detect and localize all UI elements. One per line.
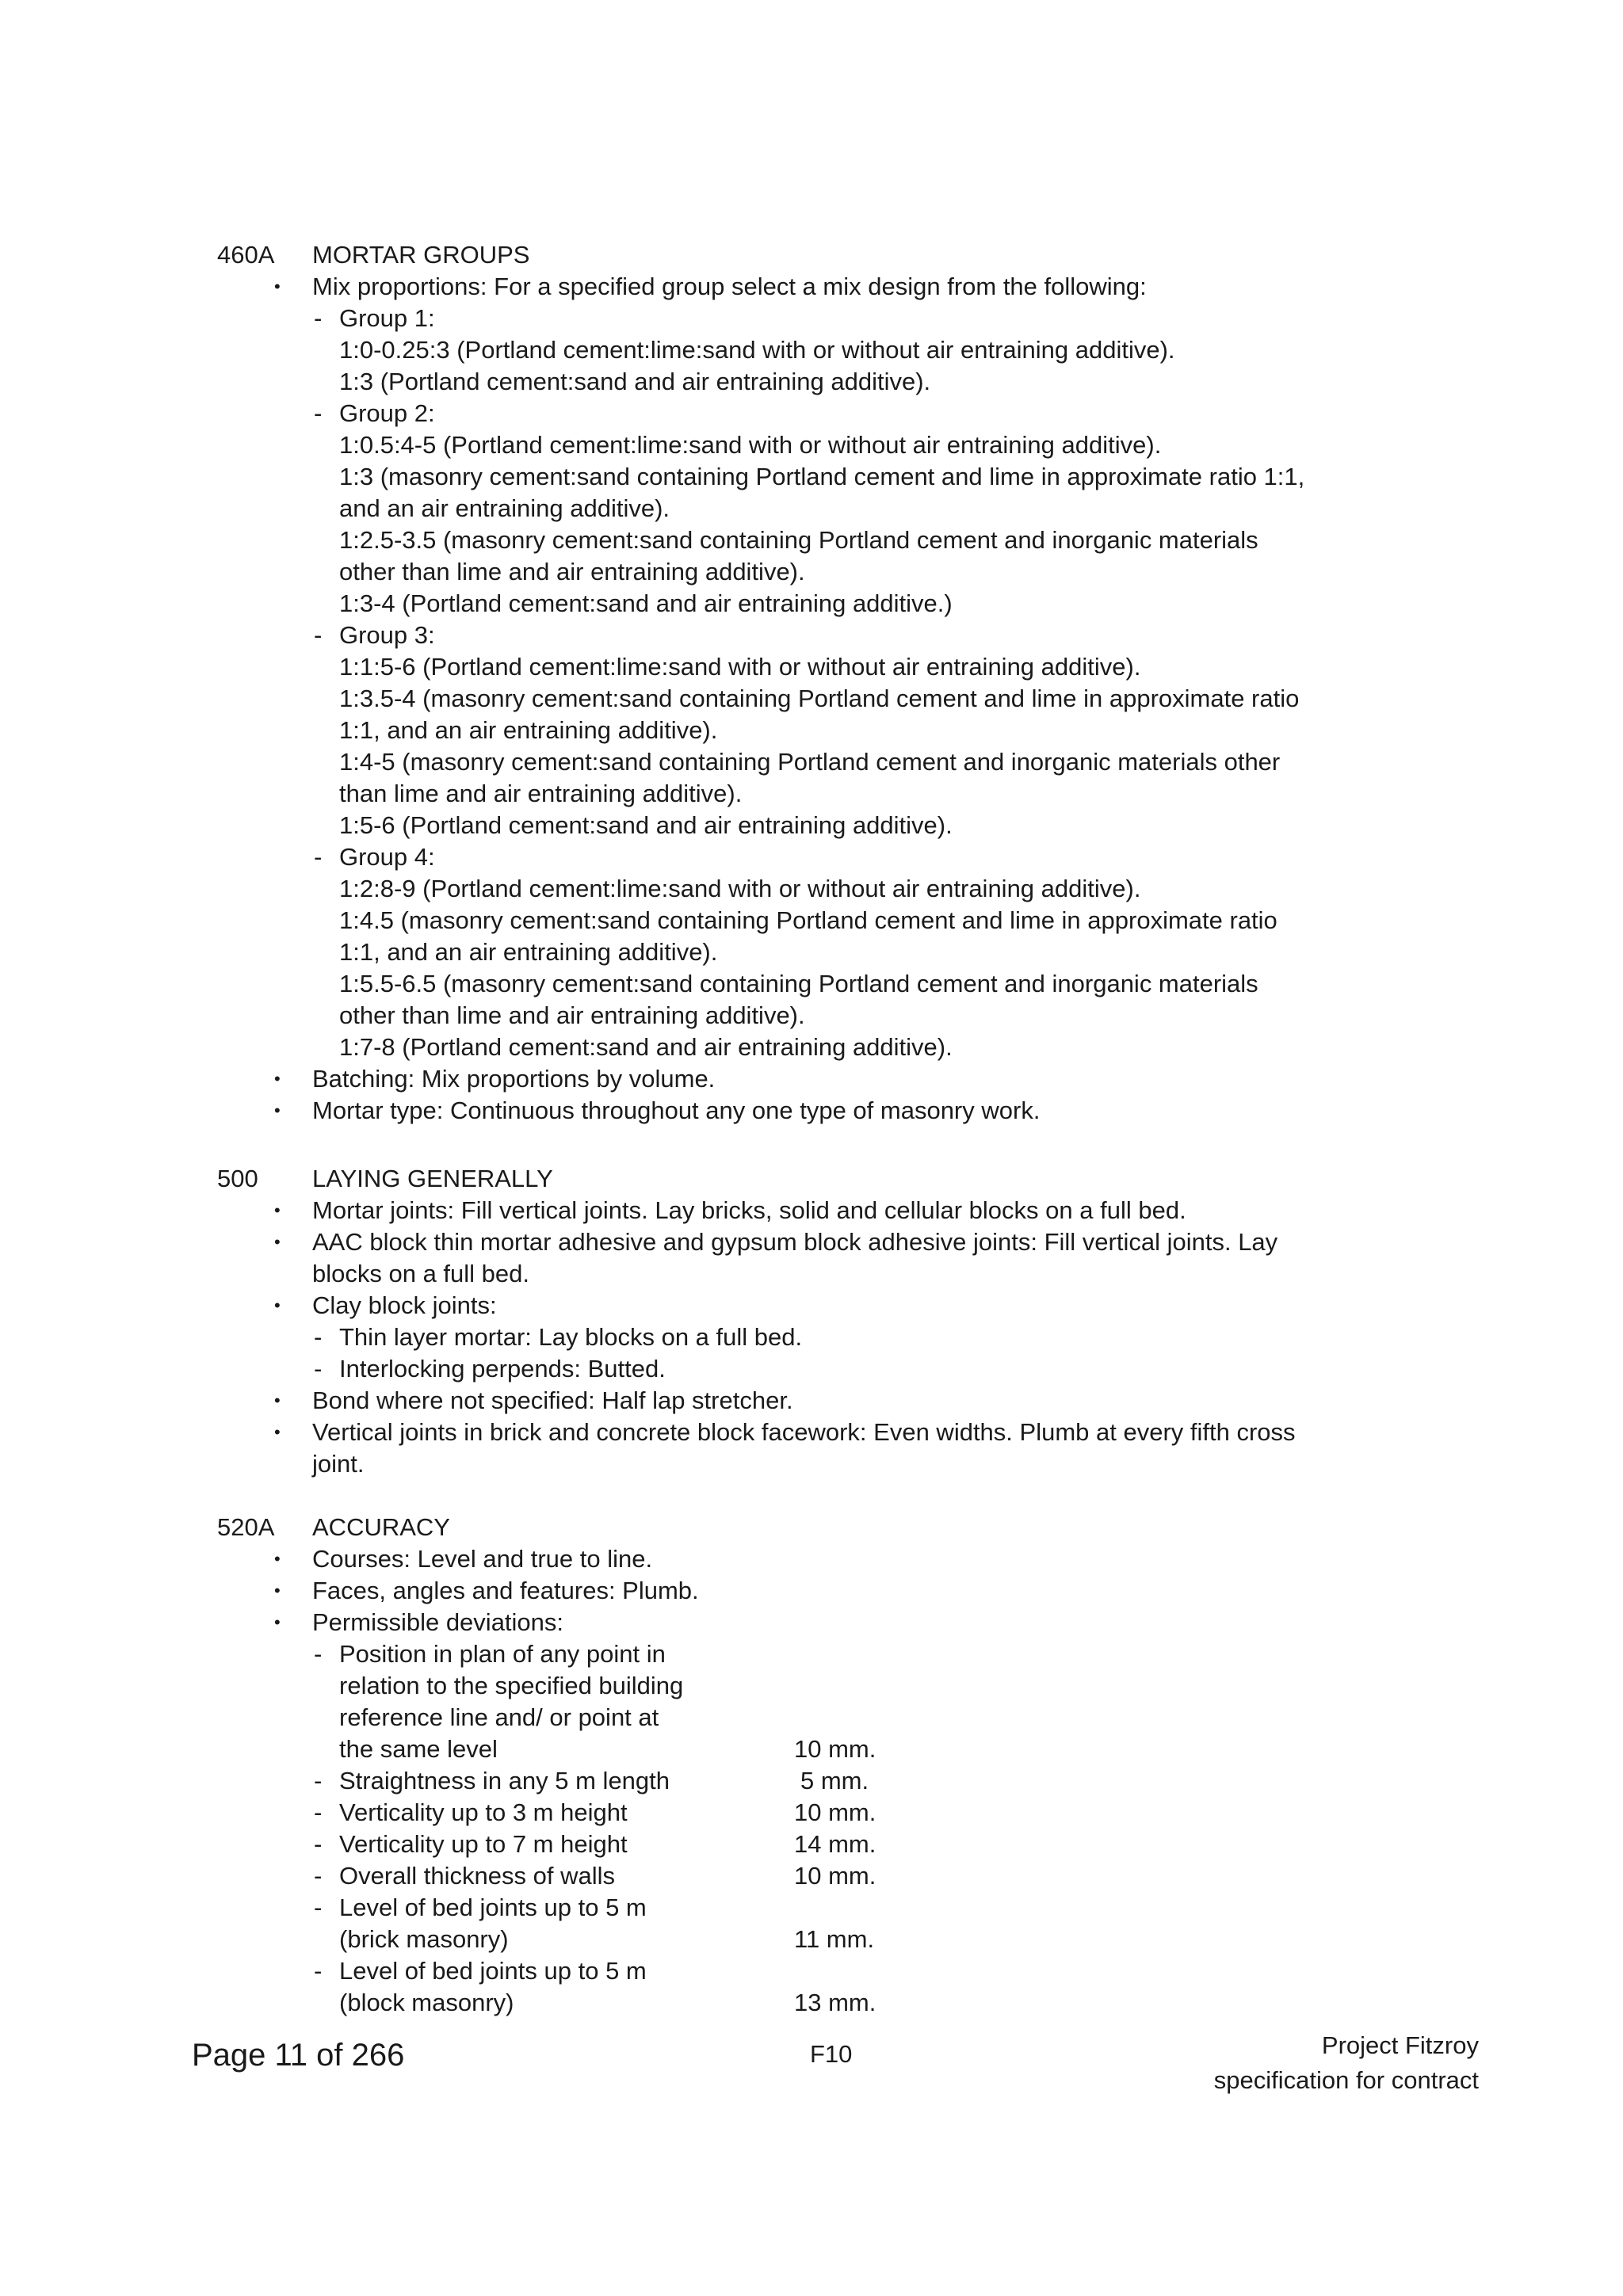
- clause-number: 520A: [217, 1513, 275, 1541]
- dash-icon: -: [314, 1957, 323, 1985]
- text-line: Interlocking perpends: Butted.: [339, 1355, 666, 1383]
- text-line: Thin layer mortar: Lay blocks on a full bed.: [339, 1323, 803, 1351]
- deviation-label: Straightness in any 5 m length: [339, 1767, 670, 1794]
- dash-icon: -: [314, 1830, 323, 1858]
- bullet-icon: •: [274, 277, 281, 296]
- text-line: Bond where not specified: Half lap stretcher.: [312, 1386, 793, 1414]
- deviation-label: Position in plan of any point in: [339, 1640, 666, 1668]
- text-line: 1:2:8-9 (Portland cement:lime:sand with or without air entraining additive).: [339, 875, 1141, 902]
- bullet-icon: •: [274, 1200, 281, 1220]
- spec-label: specification for contract: [1213, 2066, 1479, 2094]
- text-line: 1:4-5 (masonry cement:sand containing Portland cement and inorganic materials other: [339, 748, 1281, 776]
- deviation-value: 10 mm.: [794, 1862, 876, 1890]
- text-line: Batching: Mix proportions by volume.: [312, 1065, 716, 1093]
- clause-number: 500: [217, 1165, 258, 1192]
- dash-icon: -: [314, 1355, 323, 1383]
- clause-title: ACCURACY: [312, 1513, 450, 1541]
- project-info: [1214, 2028, 1479, 2098]
- deviation-label: Verticality up to 7 m height: [339, 1830, 628, 1858]
- deviation-label: (brick masonry): [339, 1925, 509, 1953]
- dash-icon: -: [314, 304, 323, 332]
- deviation-value: 5 mm.: [800, 1767, 869, 1794]
- deviation-label: (block masonry): [339, 1989, 514, 2016]
- text-line: 1:2.5-3.5 (masonry cement:sand containing Portland cement and inorganic materials: [339, 526, 1258, 554]
- deviation-label: Verticality up to 3 m height: [339, 1798, 628, 1826]
- dash-icon: -: [314, 621, 323, 649]
- text-line: 1:3.5-4 (masonry cement:sand containing Portland cement and lime in approximate ratio: [339, 685, 1300, 712]
- text-line: 1:7-8 (Portland cement:sand and air entraining additive).: [339, 1033, 953, 1061]
- project-name: Project Fitzroy: [1321, 2031, 1479, 2059]
- group-heading: Group 1:: [339, 304, 435, 332]
- text-line: 1:5.5-6.5 (masonry cement:sand containing Portland cement and inorganic materials: [339, 970, 1258, 997]
- text-line: AAC block thin mortar adhesive and gypsum block adhesive joints: Fill vertical joints. Lay: [312, 1228, 1278, 1256]
- deviation-label: reference line and/ or point at: [339, 1703, 659, 1731]
- clause-title: LAYING GENERALLY: [312, 1165, 553, 1192]
- bullet-icon: •: [274, 1069, 281, 1089]
- text-line: 1:3 (Portland cement:sand and air entraining additive).: [339, 368, 931, 395]
- text-line: 1:3 (masonry cement:sand containing Portland cement and lime in approximate ratio 1:1,: [339, 463, 1305, 490]
- dash-icon: -: [314, 1862, 323, 1890]
- bullet-icon: •: [274, 1549, 281, 1569]
- text-line: joint.: [312, 1450, 365, 1478]
- deviation-value: 10 mm.: [794, 1798, 876, 1826]
- dash-icon: -: [314, 1767, 323, 1794]
- group-heading: Group 2:: [339, 399, 435, 427]
- deviation-label: Level of bed joints up to 5 m: [339, 1894, 647, 1921]
- text-line: 1:0.5:4-5 (Portland cement:lime:sand with or without air entraining additive).: [339, 431, 1162, 459]
- dash-icon: -: [314, 1894, 323, 1921]
- text-line: 1:5-6 (Portland cement:sand and air entraining additive).: [339, 811, 953, 839]
- text-line: and an air entraining additive).: [339, 494, 670, 522]
- deviation-value: 10 mm.: [794, 1735, 876, 1763]
- group-heading: Group 4:: [339, 843, 435, 871]
- bullet-icon: •: [274, 1390, 281, 1410]
- text-line: 1:1, and an air entraining additive).: [339, 716, 718, 744]
- text-line: 1:4.5 (masonry cement:sand containing Portland cement and lime in approximate ratio: [339, 906, 1277, 934]
- text-line: Mortar joints: Fill vertical joints. Lay bricks, solid and cellular blocks on a full bed.: [312, 1196, 1186, 1224]
- group-heading: Group 3:: [339, 621, 435, 649]
- dash-icon: -: [314, 399, 323, 427]
- text-line: other than lime and air entraining additive).: [339, 1001, 805, 1029]
- dash-icon: -: [314, 1640, 323, 1668]
- section-code: F10: [810, 2040, 853, 2068]
- text-line: Mix proportions: For a specified group select a mix design from the following:: [312, 273, 1147, 300]
- deviation-value: 11 mm.: [794, 1925, 875, 1953]
- dash-icon: -: [314, 843, 323, 871]
- dash-icon: -: [314, 1323, 323, 1351]
- clause-number: 460A: [217, 241, 275, 269]
- text-line: 1:3-4 (Portland cement:sand and air entraining additive.): [339, 589, 953, 617]
- text-line: blocks on a full bed.: [312, 1260, 530, 1287]
- text-line: Clay block joints:: [312, 1291, 497, 1319]
- text-line: than lime and air entraining additive).: [339, 780, 743, 807]
- text-line: 1:1, and an air entraining additive).: [339, 938, 718, 966]
- deviation-label: the same level: [339, 1735, 498, 1763]
- text-line: Faces, angles and features: Plumb.: [312, 1577, 699, 1604]
- clause-title: MORTAR GROUPS: [312, 241, 530, 269]
- dash-icon: -: [314, 1798, 323, 1826]
- bullet-icon: •: [274, 1232, 281, 1252]
- text-line: Courses: Level and true to line.: [312, 1545, 653, 1573]
- bullet-icon: •: [274, 1422, 281, 1442]
- deviation-value: 13 mm.: [794, 1989, 876, 2016]
- text-line: Vertical joints in brick and concrete block facework: Even widths. Plumb at every fifth cross: [312, 1418, 1296, 1446]
- text-line: 1:0-0.25:3 (Portland cement:lime:sand with or without air entraining additive).: [339, 336, 1175, 364]
- text-line: Permissible deviations:: [312, 1608, 564, 1636]
- deviation-value: 14 mm.: [794, 1830, 876, 1858]
- bullet-icon: •: [274, 1612, 281, 1632]
- bullet-icon: •: [274, 1295, 281, 1315]
- deviation-label: Level of bed joints up to 5 m: [339, 1957, 647, 1985]
- bullet-icon: •: [274, 1100, 281, 1120]
- bullet-icon: •: [274, 1581, 281, 1600]
- deviation-label: relation to the specified building: [339, 1672, 684, 1699]
- text-line: Mortar type: Continuous throughout any one type of masonry work.: [312, 1097, 1041, 1124]
- text-line: other than lime and air entraining additive).: [339, 558, 805, 585]
- text-line: 1:1:5-6 (Portland cement:lime:sand with or without air entraining additive).: [339, 653, 1141, 681]
- deviation-label: Overall thickness of walls: [339, 1862, 616, 1890]
- page-number: Page 11 of 266: [192, 2038, 405, 2073]
